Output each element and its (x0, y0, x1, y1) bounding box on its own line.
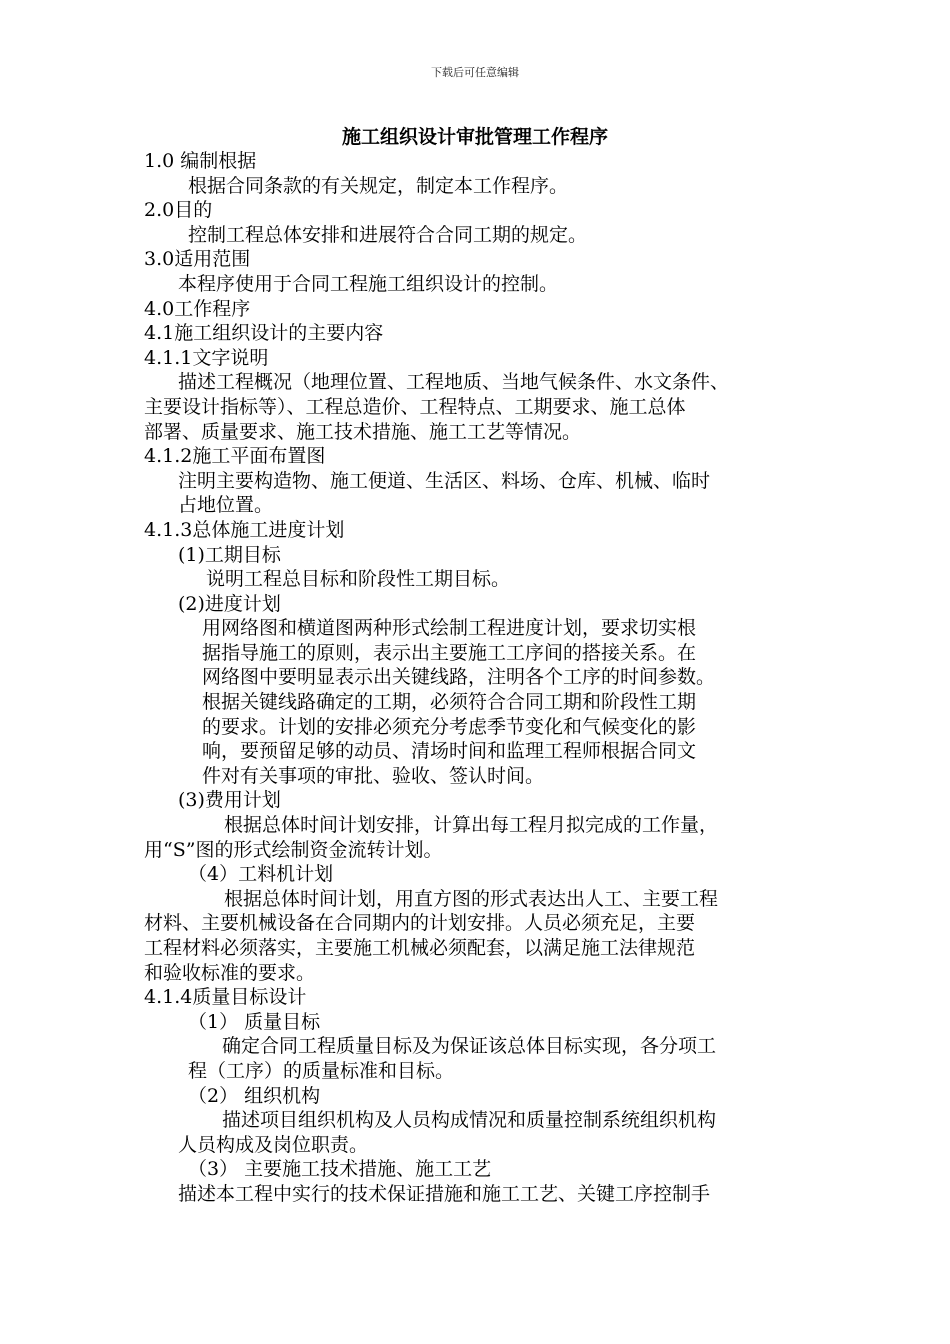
header-note: 下载后可任意编辑 (431, 66, 519, 79)
text-line: 工程材料必须落实，主要施工机械必须配套，以满足施工法律规范 (144, 937, 696, 959)
text-line: 据指导施工的原则，表示出主要施工工序间的搭接关系。在 (202, 641, 697, 664)
text-line: 2.0目的 (144, 199, 213, 222)
text-line: 根据总体时间计划，用直方图的形式表达出人工、主要工程 (224, 887, 719, 910)
text-line: （1） 质量目标 (188, 1010, 321, 1033)
text-line: (2)进度计划 (178, 592, 281, 615)
text-line: 响，要预留足够的动员、清场时间和监理工程师根据合同文 (202, 740, 697, 763)
text-line: 人员构成及岗位职责。 (178, 1133, 369, 1156)
text-line: 件对有关事项的审批、验收、签认时间。 (202, 764, 545, 787)
document-title: 施工组织设计审批管理工作程序 (341, 126, 608, 148)
text-line: 用“S”图的形式绘制资金流转计划。 (144, 838, 443, 861)
text-line: 4.1.3总体施工进度计划 (144, 518, 345, 541)
text-line: 控制工程总体安排和进展符合合同工期的规定。 (188, 223, 588, 246)
text-line: 占地位置。 (178, 494, 274, 517)
text-line: 用网络图和横道图两种形式绘制工程进度计划，要求切实根 (202, 617, 697, 640)
text-line: 3.0适用范围 (144, 248, 251, 271)
text-line: （3） 主要施工技术措施、施工工艺 (188, 1158, 492, 1181)
text-line: 4.1.4质量目标设计 (144, 986, 307, 1009)
text-line: 4.0工作程序 (144, 297, 251, 320)
text-line: (1)工期目标 (178, 543, 281, 566)
text-line: 描述项目组织机构及人员构成情况和质量控制系统组织机构 (222, 1109, 717, 1132)
text-line: 描述本工程中实行的技术保证措施和施工工艺、关键工序控制手 (178, 1182, 711, 1205)
text-line: 描述工程概况（地理位置、工程地质、当地气候条件、水文条件、 (178, 371, 730, 394)
text-line: 主要设计指标等）、工程总造价、工程特点、工期要求、施工总体 (144, 395, 686, 418)
text-line: 4.1.1文字说明 (144, 346, 269, 369)
text-line: 确定合同工程质量目标及为保证该总体目标实现，各分项工 (222, 1035, 717, 1058)
text-line: 根据总体时间计划安排，计算出每工程月拟完成的工作量， (224, 814, 719, 837)
document-body (144, 149, 834, 1207)
text-line: 根据合同条款的有关规定，制定本工作程序。 (188, 174, 569, 197)
text-line: 注明主要构造物、施工便道、生活区、料场、仓库、机械、临时 (178, 469, 711, 492)
text-line: 材料、主要机械设备在合同期内的计划安排。人员必须充足，主要 (144, 912, 696, 935)
text-line: (3)费用计划 (178, 789, 281, 812)
text-line: 的要求。计划的安排必须充分考虑季节变化和气候变化的影 (202, 715, 697, 738)
text-line: 1.0 编制根据 (144, 150, 257, 172)
text-line: （4）工料机计划 (188, 863, 334, 886)
text-line: 4.1.2施工平面布置图 (144, 445, 326, 468)
text-line: 4.1施工组织设计的主要内容 (144, 322, 384, 345)
text-line: 网络图中要明显表示出关键线路，注明各个工序的时间参数。 (202, 666, 716, 689)
text-line: 说明工程总目标和阶段性工期目标。 (206, 568, 511, 591)
text-line: 和验收标准的要求。 (144, 961, 316, 984)
text-line: 本程序使用于合同工程施工组织设计的控制。 (178, 272, 559, 295)
text-line: （2） 组织机构 (188, 1084, 321, 1107)
text-line: 根据关键线路确定的工期，必须符合合同工期和阶段性工期 (202, 691, 697, 714)
text-line: 部署、质量要求、施工技术措施、施工工艺等情况。 (144, 420, 582, 443)
text-line: 程（工序）的质量标准和目标。 (188, 1059, 455, 1082)
